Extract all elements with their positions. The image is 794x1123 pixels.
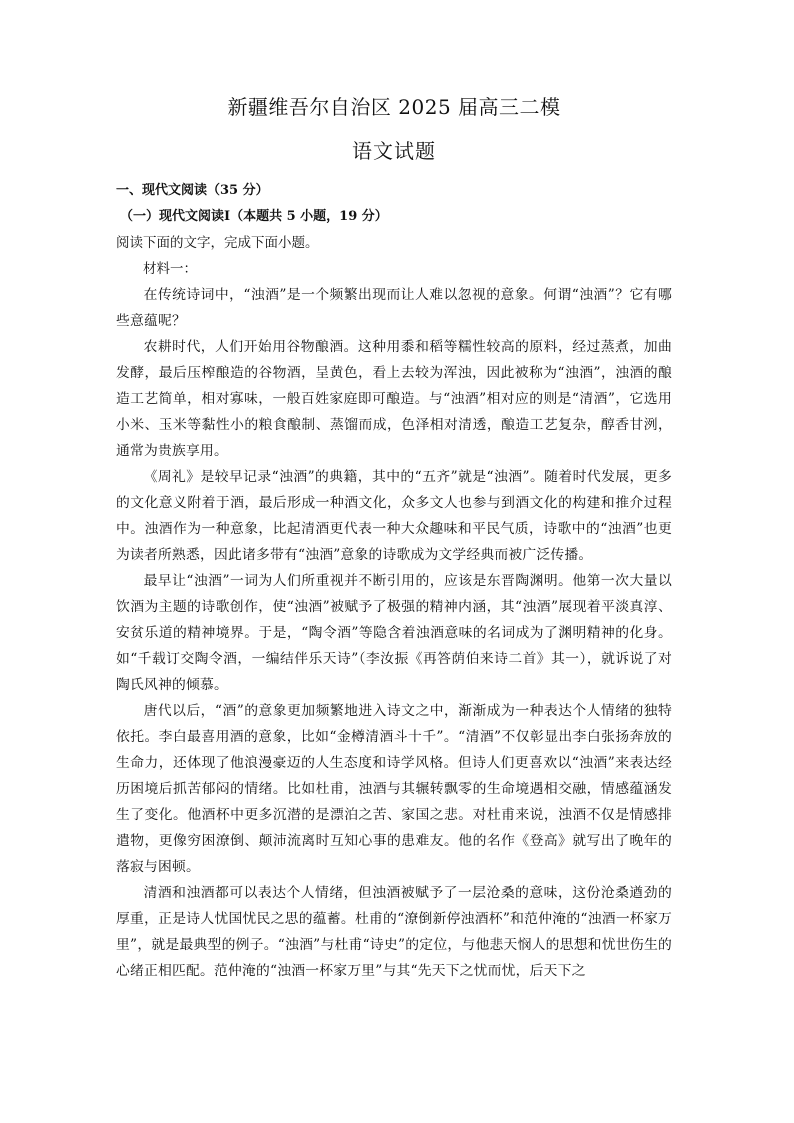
exam-page bbox=[116, 92, 672, 984]
exam-title: 新疆维吾尔自治区 2025 届高三二模 bbox=[227, 95, 561, 119]
material-label: 材料一： bbox=[143, 261, 197, 277]
paragraph: 农耕时代，人们开始用谷物酿酒。这种用黍和稻等糯性较高的原料，经过蒸煮，加曲发酵，最后压榨酿造的谷物酒，呈黄色，看上去较为浑浊，因此被称为“浊酒”，浊酒的酿造工艺简单，相对寡味，一般百姓家庭即可酿造。与“浊酒”相对应的则是“清酒”，它选用小米、玉米等黏性小的粮食酿制、蒸馏而成，色泽相对清透，酿造工艺复杂，醇香甘洌，通常为贵族享用。 bbox=[116, 339, 672, 459]
paragraph: 在传统诗词中，“浊酒”是一个频繁出现而让人难以忽视的意象。何谓“浊酒”？它有哪些意蕴呢？ bbox=[116, 287, 672, 329]
sub-section-heading: （一）现代文阅读Ⅰ（本题共 5 小题，19 分） bbox=[120, 209, 388, 224]
paragraph: 唐代以后，“酒”的意象更加频繁地进入诗文之中，渐渐成为一种表达个人情绪的独特依托。李白最喜用酒的意象，比如“金樽清酒斗十千”。“清酒”不仅彰显出李白张扬奔放的生命力，还体现了他浪漫豪迈的人生态度和诗学风格。但诗人们更喜欢以“浊酒”来表达经历困境后抓苦郁闷的情绪。比如杜甫，浊酒与其辗转飘零的生命境遇相交融，情感蕴涵发生了变化。他酒杯中更多沉潜的是漂泊之苦、家国之悲。对杜甫来说，浊酒不仅是情感排遣物，更像穷困潦倒、颠沛流离时互知心事的患难友。他的名作《登高》就写出了晚年的落寂与困顿。 bbox=[116, 703, 672, 875]
paragraph: 最早让“浊酒”一词为人们所重视并不断引用的，应该是东晋陶渊明。他第一次大量以饮酒为主题的诗歌创作，使“浊酒”被赋予了极强的精神内涵，其“浊酒”展现着平淡真淳、安贫乐道的精神境界。于是，“陶令酒”等隐含着浊酒意味的名词成为了渊明精神的化身。如“千载订交陶令酒，一编结伴乐天诗”（李汝振《再答荫伯来诗二首》其一），就诉说了对陶氏风神的倾慕。 bbox=[116, 573, 672, 693]
reading-instruction: 阅读下面的文字，完成下面小题。 bbox=[116, 235, 319, 251]
exam-subtitle: 语文试题 bbox=[352, 139, 436, 163]
paragraph: 清酒和浊酒都可以表达个人情绪，但浊酒被赋予了一层沧桑的意味，这份沧桑遒劲的厚重，正是诗人忧国忧民之思的蕴蓄。杜甫的“潦倒新停浊酒杯”和范仲淹的“浊酒一杯家万里”，就是最典型的例子。“浊酒”与杜甫“诗史”的定位，与他悲天悯人的思想和忧世伤生的心绪正相匹配。范仲淹的“浊酒一杯家万里”与其“先天下之忧而忧，后天下之 bbox=[116, 885, 672, 979]
paragraph: 《周礼》是较早记录“浊酒”的典籍，其中的“五齐”就是“浊酒”。随着时代发展，更多的文化意义附着于酒，最后形成一种酒文化，众多文人也参与到酒文化的构建和推介过程中。浊酒作为一种意象，比起清酒更代表一种大众趣味和平民气质，诗歌中的“浊酒”也更为读者所熟悉，因此诸多带有“浊酒”意象的诗歌成为文学经典而被广泛传播。 bbox=[116, 469, 672, 563]
section-heading: 一、现代文阅读（35 分） bbox=[116, 183, 269, 198]
